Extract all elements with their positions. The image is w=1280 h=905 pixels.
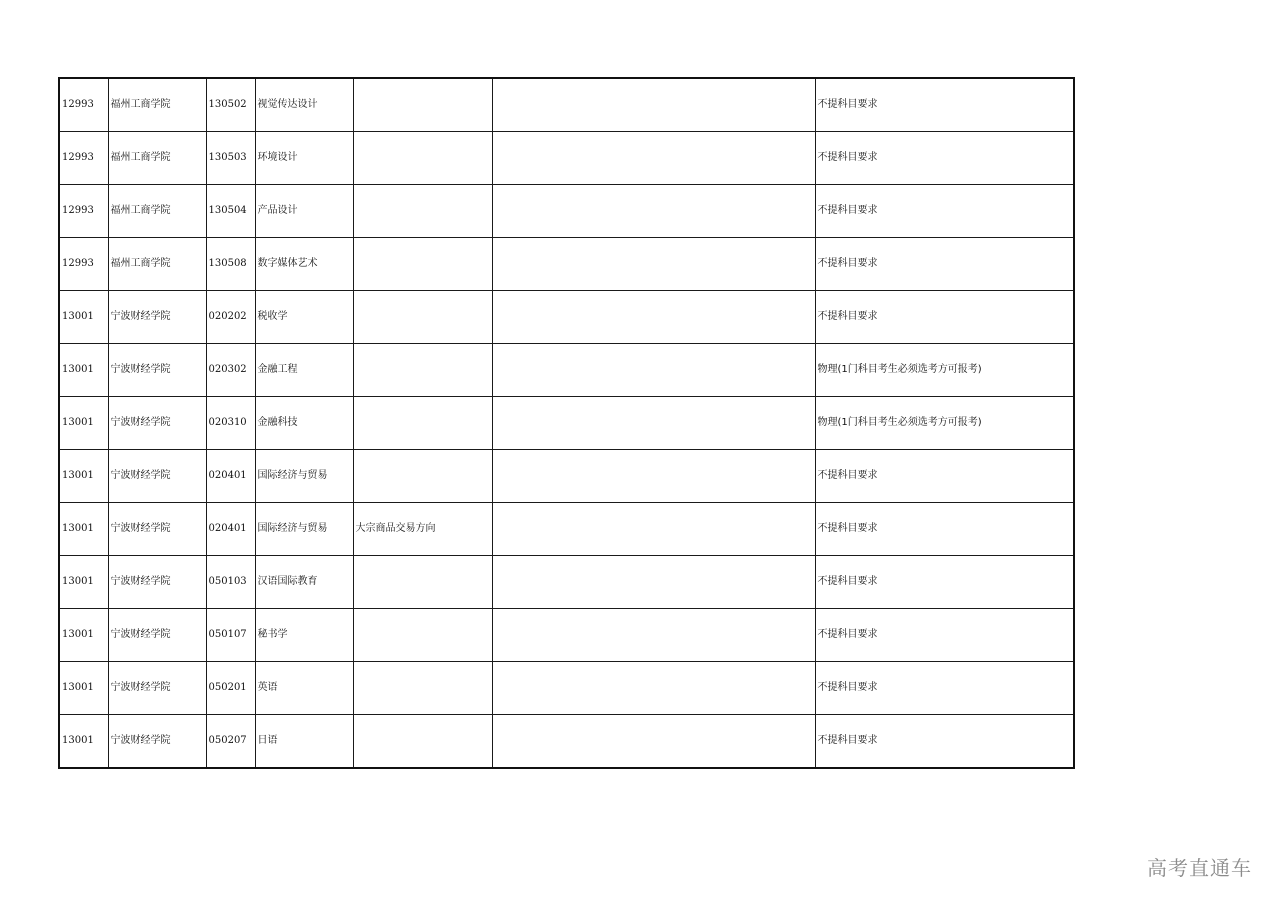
major-name-cell: 金融工程 <box>255 344 353 397</box>
school-code-cell: 12993 <box>59 132 108 185</box>
note-cell <box>492 344 815 397</box>
watermark: 高考直通车 <box>1147 856 1252 880</box>
school-name-cell: 宁波财经学院 <box>108 450 206 503</box>
major-name-cell: 税收学 <box>255 291 353 344</box>
school-name-cell: 宁波财经学院 <box>108 715 206 769</box>
direction-cell <box>353 291 492 344</box>
direction-cell <box>353 78 492 132</box>
note-cell <box>492 556 815 609</box>
table-row <box>59 344 1074 397</box>
major-name-cell: 国际经济与贸易 <box>255 503 353 556</box>
requirement-cell: 不提科目要求 <box>815 185 1074 238</box>
school-name-cell: 宁波财经学院 <box>108 556 206 609</box>
requirement-cell: 不提科目要求 <box>815 662 1074 715</box>
major-code-cell: 020401 <box>206 450 255 503</box>
major-name-cell: 汉语国际教育 <box>255 556 353 609</box>
requirement-cell: 不提科目要求 <box>815 609 1074 662</box>
school-name-cell: 宁波财经学院 <box>108 344 206 397</box>
table-row <box>59 132 1074 185</box>
school-code-cell: 13001 <box>59 450 108 503</box>
major-code-cell: 050201 <box>206 662 255 715</box>
major-name-cell: 日语 <box>255 715 353 769</box>
major-code-cell: 020302 <box>206 344 255 397</box>
major-code-cell: 050207 <box>206 715 255 769</box>
major-name-cell: 国际经济与贸易 <box>255 450 353 503</box>
direction-cell <box>353 185 492 238</box>
table-row <box>59 556 1074 609</box>
school-name-cell: 宁波财经学院 <box>108 609 206 662</box>
note-cell <box>492 291 815 344</box>
school-name-cell: 福州工商学院 <box>108 238 206 291</box>
table-row <box>59 715 1074 769</box>
requirement-cell: 不提科目要求 <box>815 503 1074 556</box>
note-cell <box>492 185 815 238</box>
requirement-cell: 不提科目要求 <box>815 132 1074 185</box>
direction-cell <box>353 662 492 715</box>
direction-cell <box>353 132 492 185</box>
school-name-cell: 宁波财经学院 <box>108 291 206 344</box>
school-code-cell: 13001 <box>59 609 108 662</box>
note-cell <box>492 609 815 662</box>
requirement-cell: 不提科目要求 <box>815 291 1074 344</box>
table-row <box>59 238 1074 291</box>
requirement-cell: 物理(1门科目考生必须选考方可报考) <box>815 397 1074 450</box>
requirement-cell: 不提科目要求 <box>815 450 1074 503</box>
table-row <box>59 291 1074 344</box>
requirement-cell: 不提科目要求 <box>815 238 1074 291</box>
requirement-cell: 不提科目要求 <box>815 78 1074 132</box>
requirement-cell: 不提科目要求 <box>815 556 1074 609</box>
major-name-cell: 产品设计 <box>255 185 353 238</box>
table-row <box>59 78 1074 132</box>
direction-cell <box>353 609 492 662</box>
major-name-cell: 环境设计 <box>255 132 353 185</box>
table-row <box>59 609 1074 662</box>
note-cell <box>492 397 815 450</box>
school-code-cell: 13001 <box>59 556 108 609</box>
school-name-cell: 宁波财经学院 <box>108 503 206 556</box>
direction-cell: 大宗商品交易方向 <box>353 503 492 556</box>
direction-cell <box>353 556 492 609</box>
major-code-cell: 020202 <box>206 291 255 344</box>
school-code-cell: 12993 <box>59 238 108 291</box>
major-code-cell: 130504 <box>206 185 255 238</box>
school-name-cell: 福州工商学院 <box>108 132 206 185</box>
major-name-cell: 视觉传达设计 <box>255 78 353 132</box>
table-row <box>59 185 1074 238</box>
table-row <box>59 397 1074 450</box>
major-code-cell: 130502 <box>206 78 255 132</box>
school-code-cell: 12993 <box>59 185 108 238</box>
school-code-cell: 13001 <box>59 503 108 556</box>
admission-requirements-table <box>58 77 1075 769</box>
major-name-cell: 金融科技 <box>255 397 353 450</box>
school-code-cell: 13001 <box>59 715 108 769</box>
note-cell <box>492 78 815 132</box>
table-row <box>59 662 1074 715</box>
major-code-cell: 020310 <box>206 397 255 450</box>
note-cell <box>492 715 815 769</box>
requirement-cell: 不提科目要求 <box>815 715 1074 769</box>
major-name-cell: 英语 <box>255 662 353 715</box>
table-body <box>59 78 1074 768</box>
school-name-cell: 福州工商学院 <box>108 185 206 238</box>
direction-cell <box>353 344 492 397</box>
school-code-cell: 13001 <box>59 344 108 397</box>
table-row <box>59 503 1074 556</box>
direction-cell <box>353 238 492 291</box>
school-name-cell: 宁波财经学院 <box>108 662 206 715</box>
school-name-cell: 宁波财经学院 <box>108 397 206 450</box>
direction-cell <box>353 715 492 769</box>
direction-cell <box>353 450 492 503</box>
major-name-cell: 秘书学 <box>255 609 353 662</box>
school-code-cell: 13001 <box>59 397 108 450</box>
table-row <box>59 450 1074 503</box>
note-cell <box>492 450 815 503</box>
note-cell <box>492 503 815 556</box>
note-cell <box>492 662 815 715</box>
school-code-cell: 13001 <box>59 662 108 715</box>
major-code-cell: 130503 <box>206 132 255 185</box>
major-code-cell: 020401 <box>206 503 255 556</box>
note-cell <box>492 132 815 185</box>
direction-cell <box>353 397 492 450</box>
major-code-cell: 050103 <box>206 556 255 609</box>
major-name-cell: 数字媒体艺术 <box>255 238 353 291</box>
requirement-cell: 物理(1门科目考生必须选考方可报考) <box>815 344 1074 397</box>
note-cell <box>492 238 815 291</box>
school-code-cell: 12993 <box>59 78 108 132</box>
school-name-cell: 福州工商学院 <box>108 78 206 132</box>
major-code-cell: 130508 <box>206 238 255 291</box>
school-code-cell: 13001 <box>59 291 108 344</box>
major-code-cell: 050107 <box>206 609 255 662</box>
